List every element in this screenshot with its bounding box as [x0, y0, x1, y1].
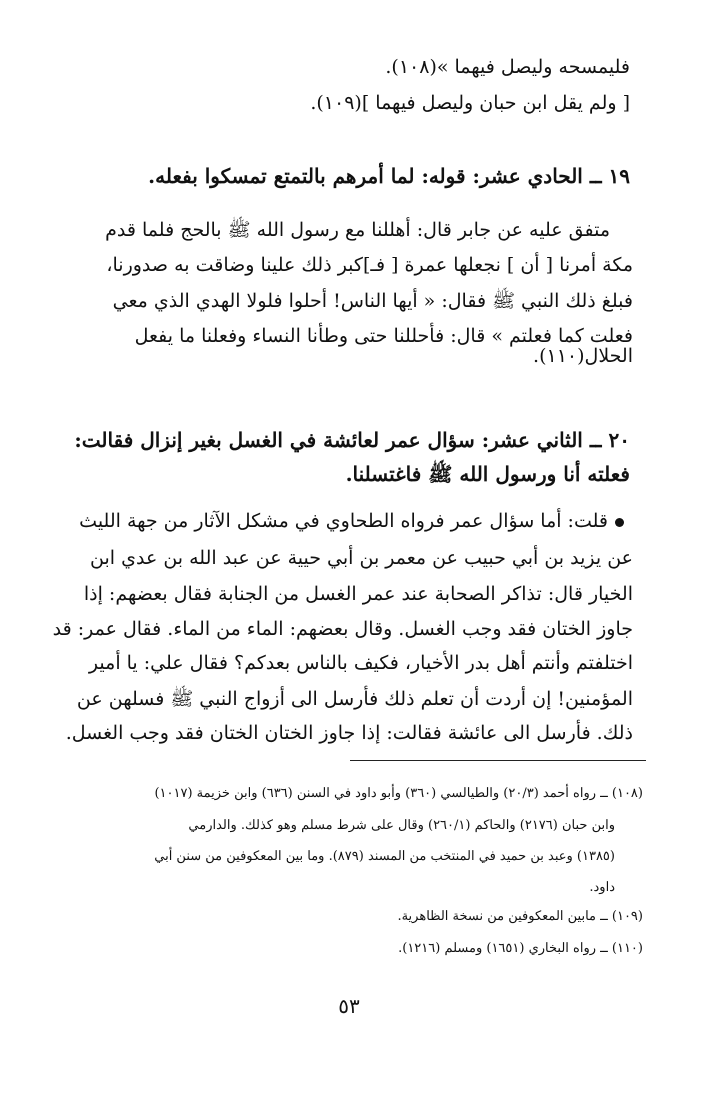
text-line: قلت: أما سؤال عمر فرواه الطحاوي في مشكل الآثار من جهة الليث — [79, 510, 608, 532]
footnote-line: (١٠٩) ــ مابين المعكوفين من نسخة الظاهرية. — [397, 909, 643, 924]
text-line: الخيار قال: تذاكر الصحابة عند عمر الغسل من الجنابة فقال بعضهم: إذا — [83, 583, 633, 605]
text-line: [ ولم يقل ابن حبان وليصل فيهما ](١٠٩). — [310, 92, 630, 114]
text-line: اختلفتم وأنتم أهل بدر الأخيار، فكيف بالناس بعدكم؟ فقال علي: يا أمير — [88, 652, 633, 674]
text-line: فليمسحه وليصل فيهما »(١٠٨). — [385, 56, 630, 78]
text-line: ذلك. فأرسل الى عائشة فقالت: إذا جاوز الختان الختان فقد وجب الغسل. — [65, 722, 633, 744]
text-line: متفق عليه عن جابر قال: أهللنا مع رسول الله ﷺ بالحج فلما قدم — [105, 219, 610, 241]
footnote-line: وابن حبان (٢١٧٦) والحاكم (٢٦٠/١) وقال على شرط مسلم وهو كذلك. والدارمي — [188, 818, 615, 833]
section-heading: فعلته أنا ورسول الله ﷺ فاغتسلنا. — [345, 462, 630, 486]
text-line: الحلال(١١٠). — [533, 345, 633, 367]
section-heading: ١٩ ــ الحادي عشر: قوله: لما أمرهم بالتمتع تمسكوا بفعله. — [148, 164, 630, 188]
footnote-divider — [350, 760, 646, 761]
footnote-line: داود. — [589, 880, 615, 895]
text-line: فعلت كما فعلتم » قال: فأحللنا حتى وطأنا النساء وفعلنا ما يفعل — [134, 325, 633, 347]
section-heading: ٢٠ ــ الثاني عشر: سؤال عمر لعائشة في الغسل بغير إنزال فقالت: — [74, 428, 630, 452]
footnote-line: (١٣٨٥) وعبد بن حميد في المنتخب من المسند (٨٧٩). وما بين المعكوفين من سنن أبي — [154, 849, 615, 864]
text-line: المؤمنين! إن أردت أن تعلم ذلك فأرسل الى أزواج النبي ﷺ فسلهن عن — [76, 688, 633, 710]
text-line: فبلغ ذلك النبي ﷺ فقال: « أيها الناس! أحلوا فلولا الهدي الذي معي — [112, 290, 633, 312]
footnote-line: (١١٠) ــ رواه البخاري (١٦٥١) ومسلم (١٢١٦). — [398, 941, 643, 956]
text-line: جاوز الختان فقد وجب الغسل. وقال بعضهم: الماء من الماء. فقال عمر: قد — [52, 618, 633, 640]
bullet-point — [615, 518, 624, 527]
text-line: عن يزيد بن أبي حبيب عن معمر بن أبي حيية عن عبد الله بن عدي ابن — [90, 547, 633, 569]
page-number: ٥٣ — [338, 994, 360, 1018]
text-line: مكة أمرنا [ أن ] نجعلها عمرة [ فـ]كبر ذلك علينا وضاقت به صدورنا، — [106, 254, 633, 276]
footnote-line: (١٠٨) ــ رواه أحمد (٢٠/٣) والطيالسي (٣٦٠) وأبو داود في السنن (٦٣٦) وابن خزيمة (١٠١٧) — [154, 786, 643, 801]
